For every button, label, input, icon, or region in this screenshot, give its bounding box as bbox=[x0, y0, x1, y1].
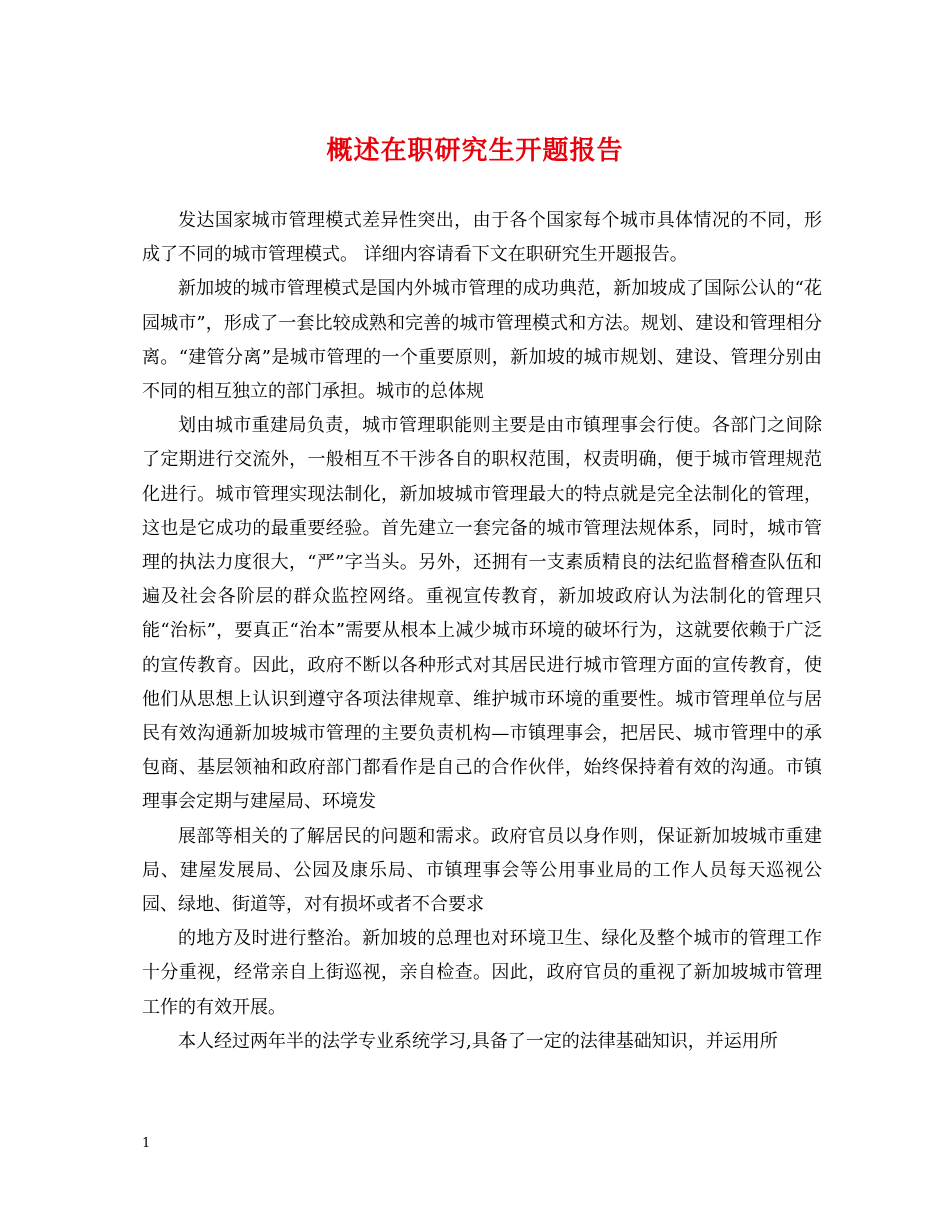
document-body bbox=[142, 204, 822, 1059]
paragraph: 展部等相关的了解居民的问题和需求。政府官员以身作则，保证新加坡城市重建局、建屋发展局、公园及康乐局、市镇理事会等公用事业局的工作人员每天巡视公园、绿地、街道等，对有损坏或者不合要求 bbox=[142, 825, 822, 916]
document-title: 概述在职研究生开题报告 bbox=[326, 136, 624, 166]
page-number: 1 bbox=[142, 1136, 151, 1151]
paragraph: 的地方及时进行整治。新加坡的总理也对环境卫生、绿化及整个城市的管理工作十分重视，经常亲自上街巡视，亲自检查。因此，政府官员的重视了新加坡城市管理工作的有效开展。 bbox=[142, 928, 822, 1018]
paragraph: 本人经过两年半的法学专业系统学习,具备了一定的法律基础知识，并运用所 bbox=[178, 1030, 778, 1052]
paragraph: 发达国家城市管理模式差异性突出，由于各个国家每个城市具体情况的不同，形成了不同的城市管理模式。 详细内容请看下文在职研究生开题报告。 bbox=[142, 210, 822, 266]
paragraph: 划由城市重建局负责，城市管理职能则主要是由市镇理事会行使。各部门之间除了定期进行交流外，一般相互不干涉各自的职权范围，权责明确，便于城市管理规范化进行。城市管理实现法制化，新加坡城市管理最大的特点就是完全法制化的管理，这也是它成功的最重要经验。首先建立一套完备的城市管理法规体系，同时，城市管理的执法力度很大，“严”字当头。另外，还拥有一支素质精良的法纪监督稽查队伍和遍及社会各阶层的群众监控网络。重视宣传教育，新加坡政府认为法制化的管理只能“治标”，要真正“治本”需要从根本上减少城市环境的破坏行为，这就要依赖于广泛的宣传教育。因此，政府不断以各种形式对其居民进行城市管理方面的宣传教育，使他们从思想上认识到遵守各项法律规章、维护城市环境的重要性。城市管理单位与居民有效沟通新加坡城市管理的主要负责机构—市镇理事会，把居民、城市管理中的承包商、基层领袖和政府部门都看作是自己的合作伙伴，始终保持着有效的沟通。市镇理事会定期与建屋局、环境发 bbox=[142, 415, 822, 813]
paragraph: 新加坡的城市管理模式是国内外城市管理的成功典范，新加坡成了国际公认的“花园城市”，形成了一套比较成熟和完善的城市管理模式和方法。规划、建设和管理相分离。“建管分离”是城市管理的一个重要原则，新加坡的城市规划、建设、管理分别由不同的相互独立的部门承担。城市的总体规 bbox=[142, 278, 822, 403]
